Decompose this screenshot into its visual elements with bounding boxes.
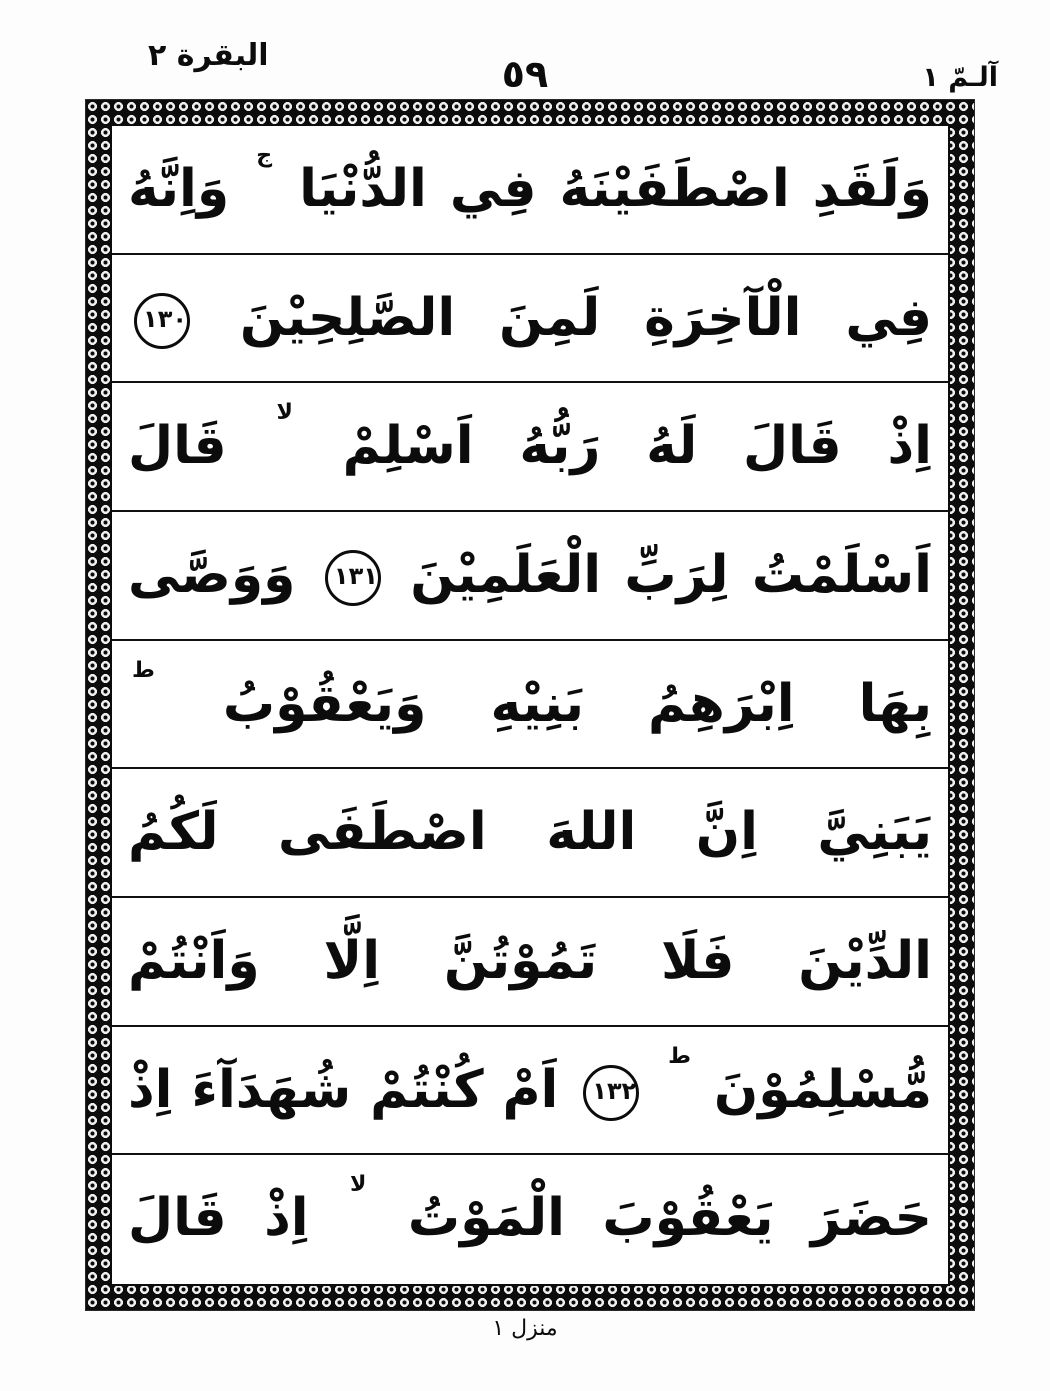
ayah-text: اِذْ قَالَ: [128, 1188, 309, 1249]
verse-number-badge: ١٣٠: [134, 293, 190, 349]
ayah-text: حَضَرَ يَعْقُوْبَ الْمَوْتُ: [407, 1188, 932, 1249]
ayah-text: اَسْلَمْتُ لِرَبِّ الْعَلَمِيْنَ: [410, 545, 932, 605]
ayah-text: مُّسْلِمُوْنَ: [713, 1059, 933, 1120]
ayah-text: قَالَ: [128, 416, 227, 477]
pause-mark: ج: [256, 143, 273, 168]
quran-line-row: [112, 769, 948, 898]
quran-line-row: [112, 641, 948, 770]
ayah-text: فِي الْآخِرَةِ لَمِنَ الصَّلِحِيْنَ: [239, 287, 933, 348]
ayah-text: وَوَصَّى: [128, 545, 296, 605]
ayah-text: وَلَقَدِ اصْطَفَيْنَهُ فِي الدُّنْيَا: [299, 159, 932, 219]
quran-line-row: [112, 126, 948, 255]
ayah-text: الدِّيْنَ فَلَا تَمُوْتُنَّ اِلَّا وَاَنْتُمْ: [128, 931, 932, 991]
manzil-label: منزل ١: [492, 1316, 558, 1341]
ayah-text: بِهَا اِبْرَهِمُ بَنِيْهِ وَيَعْقُوْبُ: [222, 673, 932, 734]
quran-line-row: [112, 512, 948, 641]
juz-name-label: آلـمّ ١: [922, 62, 998, 93]
ayah-text: يَبَنِيَّ اِنَّ اللهَ اصْطَفَى لَكُمُ: [128, 802, 932, 863]
quran-lines: [112, 126, 948, 1284]
surah-name-label: البقرة ٢: [148, 38, 269, 73]
pause-mark: لا: [350, 1172, 367, 1198]
ayah-text: اِذْ قَالَ لَهُ رَبُّهُ اَسْلِمْ: [342, 416, 932, 477]
quran-line-row: [112, 383, 948, 512]
ayah-text: وَاِنَّهُ: [128, 159, 230, 219]
verse-number-badge: ١٣١: [325, 550, 381, 606]
decorative-border-frame: [86, 100, 974, 1310]
pause-mark: ط: [668, 1043, 691, 1069]
ayah-text: اَمْ كُنْتُمْ شُهَدَآءَ اِذْ: [128, 1059, 559, 1120]
quran-line-row: [112, 1027, 948, 1156]
verse-number-badge: ١٣٢: [583, 1065, 639, 1121]
quran-line-row: [112, 1155, 948, 1284]
quran-line-row: [112, 255, 948, 384]
page-number: ٥٩: [501, 52, 549, 96]
quran-line-row: [112, 898, 948, 1027]
text-area: [110, 124, 950, 1286]
pause-mark: لا: [276, 400, 293, 426]
pause-mark: ط: [132, 657, 155, 683]
